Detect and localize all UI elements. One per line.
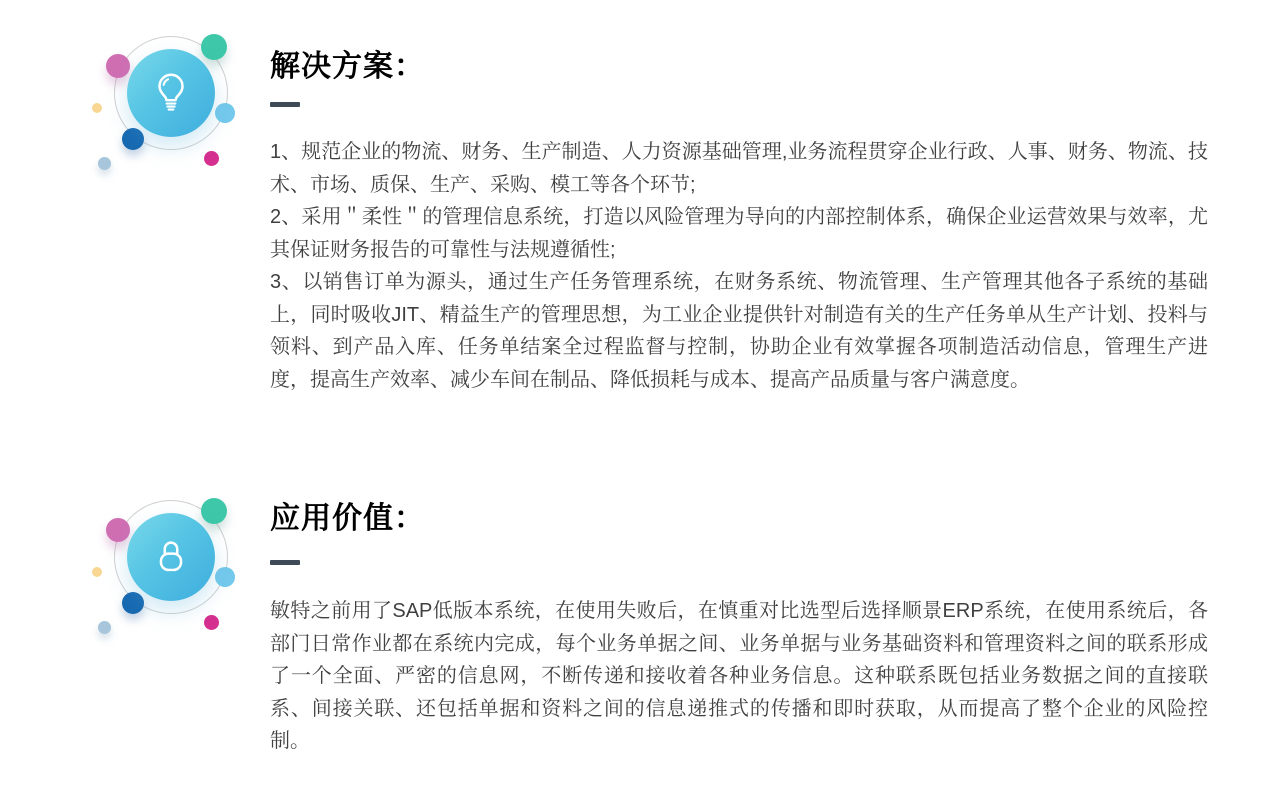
section-title: 解决方案： bbox=[270, 50, 425, 83]
value-icon-art bbox=[88, 486, 248, 646]
title-underline-dash bbox=[270, 560, 300, 565]
solution-item-3: 3、以销售订单为源头，通过生产任务管理系统，在财务系统、物流管理、生产管理其他各子系统的基础上，同时吸收JIT、精益生产的管理思想，为工业企业提供针对制造有关的生产任务单从生产计划、投料与领料、到产品入库、任务单结案全过程监督与控制，协助企业有效掌握各项制造活动信息，管理生产进度，提高生产效率、减少车间在制品、降低损耗与成本、提高产品质量与客户满意度。 bbox=[270, 271, 1208, 391]
decor-dot-magenta bbox=[204, 615, 219, 630]
decor-dot-pink bbox=[106, 518, 130, 542]
section-title: 应用价值： bbox=[270, 502, 425, 535]
decor-dot-steel-blue bbox=[98, 621, 111, 634]
icon-circle bbox=[127, 513, 215, 601]
decor-dot-teal bbox=[201, 498, 227, 524]
lock-icon bbox=[148, 534, 194, 580]
value-paragraph: 敏特之前用了SAP低版本系统，在使用失败后，在慎重对比选型后选择顺景ERP系统，在使用系统后，各部门日常作业都在系统内完成，每个业务单据之间、业务单据与业务基础资料和管理资料之间的联系形成了一个全面、严密的信息网，不断传递和接收着各种业务信息。这种联系既包括业务数据之间的直接联系、间接关联、还包括单据和资料之间的信息递推式的传播和即时获取，从而提高了整个企业的风险控制。 bbox=[270, 600, 1208, 752]
decor-dot-light-blue bbox=[215, 567, 235, 587]
decor-dot-dark-blue bbox=[122, 592, 144, 614]
solution-item-1: 1、规范企业的物流、财务、生产制造、人力资源基础管理,业务流程贯穿企业行政、人事、财务、物流、技术、市场、质保、生产、采购、模工等各个环节; bbox=[270, 141, 1208, 196]
solution-item-2: 2、采用＂柔性＂的管理信息系统，打造以风险管理为导向的内部控制体系，确保企业运营效果与效率，尤其保证财务报告的可靠性与法规遵循性; bbox=[270, 206, 1208, 261]
decor-dot-yellow bbox=[92, 567, 102, 577]
section-body bbox=[270, 595, 1208, 758]
